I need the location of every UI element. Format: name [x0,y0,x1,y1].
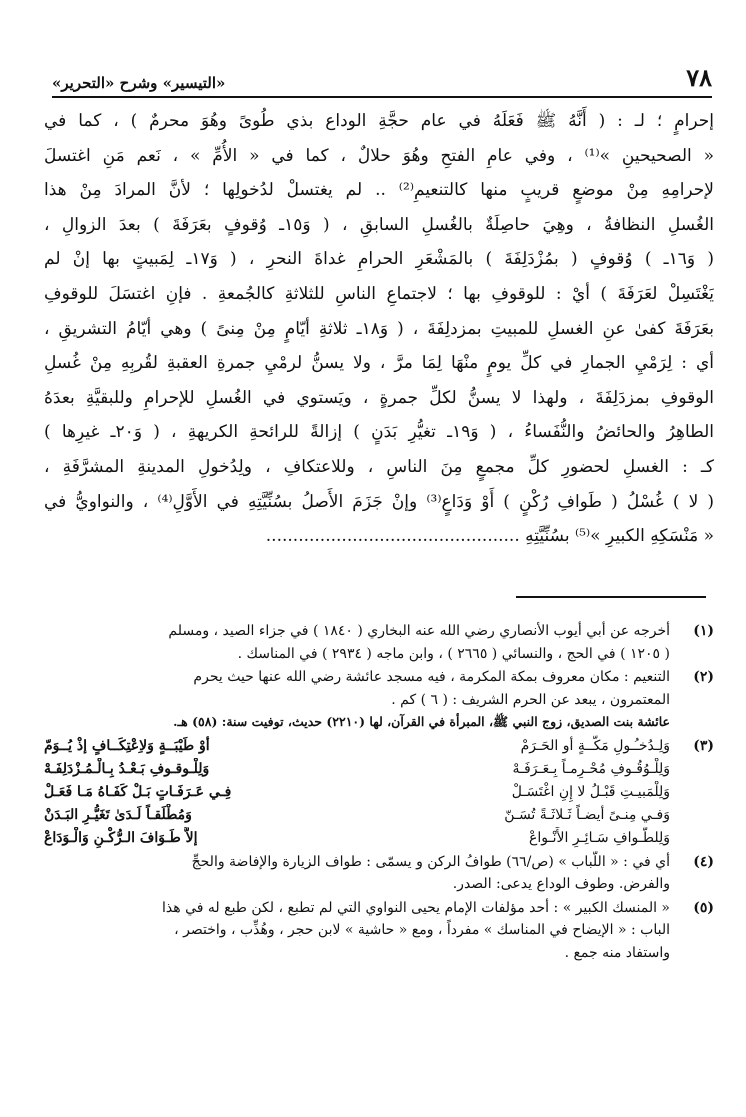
poem-hemistich: وَلِلطَّـوافِ سَـائِـرِ الأَنْـواعْ [529,829,670,846]
main-line: الوقوفِ بمزدَلِفَةَ ، ولهذا لا يسنُّ لكلِّ جمرةٍ ، ويَستوي في الغُسلِ للإحرامِ وللبقيَّةِ بعدَهُ [44,387,714,408]
main-line: لإحرامِهِ مِنْ موضعٍ قريبٍ منها كالتنعيمِ⁽²⁾ .. لم يغتسلْ لدُخولِها ؛ لأنَّ المرادَ مِنْ هذا [44,180,714,201]
footnote-line: واستفاد منه جمع . [564,944,670,961]
footnote-line: أخرجه عن أبي أيوب الأنصاري رضي الله عنه البخاري ( ١٨٤٠ ) في جزاء الصيد ، ومسلم [168,623,670,639]
poem-row [44,827,670,850]
main-text [44,104,714,554]
main-line: بعَرَفَةَ كفىٰ عنِ الغسلِ للمبيتِ بمزدلِفَةَ ، ( وَ١٨ـ ثلاثةِ أيّامٍ مِنْ مِنىً ) وهي أيّامُ التشريقِ ، [44,318,714,339]
page-header [52,58,712,98]
poem-hemistich: وَفـي مِنـىً أيضـاً ثَـلاثَـةً تُسَـنّ [504,806,670,823]
footnote-extra: عائشة بنت الصديق، زوج النبي ﷺ، المبرأة في القرآن، لها (٢٢١٠) حديث، توفيت سنة: (٥٨) هـ. [173,714,670,729]
running-title: «التيسير» وشرح «التحرير» [52,74,226,92]
poem-hemistich: إلاَّ طَـوَافَ الـرُّكْـنِ وَالْـوَدَاعْ [44,829,198,846]
poem-hemistich: أوْ طَيْبَــةٍ وَلاِعْتِكَــافٍ إذْ يُــوَمّ [44,737,210,754]
footnote-5 [44,897,714,965]
page-number: ٧٨ [686,63,712,92]
footnote-number: (٤) [693,853,714,870]
poem-hemistich: وَلِلْـوقـوفِ بَـعْـدُ بِـالْـمُـزْدَلِفَـهْ [44,760,210,777]
footnote-2 [44,666,714,734]
footnote-1 [44,620,714,665]
main-line: « مَنْسَكِهِ الكبيرِ »⁽⁵⁾ بسُنِّيَّتِهِ ............................................... [265,526,714,547]
main-line: ( وَ١٦ـ ) وُقوفٍ ( بمُزْدَلِفَةَ ) بالمَشْعَرِ الحرامِ غداةَ النحرِ ، ( وَ١٧ـ لِمَبيتٍ بها إنْ لم [44,249,714,270]
footnote-number: (٣) [693,737,714,754]
footnote-line: الباب : « الإيضاح في المناسك » مفرداً ، ومع « حاشية » لابن حجر ، وهُذِّب ، واختصر ، [174,922,670,938]
footnote-4 [44,851,714,896]
poem-row [44,781,670,804]
poem-hemistich: وَلِلْـوُقُـوفِ مُحْـرِمـاً بِـعَـرَفَـهْ [512,760,670,777]
poem-row [44,804,670,827]
footnote-number: (١) [693,623,714,639]
poem-row [44,735,670,758]
main-line: ( لا ) غُسْلُ ( طَوافِ رُكْنٍ ) أَوْ وَدَاعٍ⁽³⁾ وإنْ جَزَمَ الأَصلُ بسُنِّيَّتِهِ في الأَوَّلِ⁽⁴⁾ ، والنواويُّ في [44,491,714,512]
main-line: الطاهِرُ والحائضُ والنُّفَساءُ ، ( وَ١٩ـ تغيُّرِ بَدَنٍ ) إزالةً للرائحةِ الكريهةِ ، ( وَ٢٠ـ غيرِها ) [44,422,714,443]
main-line: الغُسلِ النظافةُ ، وهِيَ حاصِلَةٌ بالغُسلِ السابقِ ، ( وَ١٥ـ وُقوفٍ بعَرَفَةَ ) بعدَ الزوالِ ، [44,214,714,235]
footnote-line: ( ١٢٠٥ ) في الحج ، والنسائي ( ٢٦٦٥ ) ، وابن ماجه ( ٢٩٣٤ ) في المناسك . [237,645,670,662]
poem-row [44,758,670,781]
footnote-separator [516,596,706,598]
poem-hemistich: وَلِـدُخـُـولِ مَكَّــةٍ أو الحَـرَمْ [520,737,670,754]
footnote-number: (٢) [693,669,714,685]
poem-hemistich: وَمُطْلَقـاً لَـدَىٰ تَغَيُّـرِ البَـدَنْ [44,806,192,823]
poem-hemistich: فِـي عَـرَفَـاتٍ بَـلْ كَفَـاهُ مَـا فَعَـلْ [44,783,232,800]
footnote-line: أي في : « اللُّباب » (ص/٦٦) طوافُ الركن و يسمّى : طواف الزيارة والإفاضة والحجِّ [191,853,670,870]
footnote-line: والفرض. وطوف الوداع يدعى: الصدر. [452,876,670,892]
footnotes [44,620,714,965]
footnote-line: التنعيم : مكان معروف بمكة المكرمة ، فيه مسجد عائشة رضي الله عنها حيث يحرم [193,669,670,685]
footnote-3-poem [44,735,714,850]
footnote-line: المعتمرون ، يبعد عن الحرم الشريف : ( ٦ ) كم . [391,691,670,708]
main-line: يَغْتَسِلْ لعَرَفَةَ ) أيْ : للوقوفِ بها ؛ لاجتماعِ الناسِ للثلاثةِ كالجُمعةِ . فإنِ اغتسَلَ للوقوفِ [44,283,714,304]
main-line: « الصحيحينِ »⁽¹⁾ ، وفي عامِ الفتحِ وهُوَ حلالٌ ، كما في « الأُمِّ » ، نَعم مَنِ اغتسلَ [44,145,714,166]
poem [44,735,670,850]
main-line: أي : لِرَمْيِ الجمارِ في كلِّ يومٍ منْهَا لِمَا مرَّ ، ولا يسنُّ لرمْيِ جمرةِ العقبةِ لقُربِهِ مِنْ غُسلِ [44,353,714,374]
footnote-number: (٥) [693,899,714,916]
footnote-line: « المنسك الكبير » : أحد مؤلفات الإمام يحيى النواوي التي لم تطبع ، لكن طبع له في هذا [162,899,670,916]
main-line: كـ : الغسلِ لحضورِ كلِّ مجمعٍ مِنَ الناسِ ، وللاعتكافِ ، ولِدُخولِ المدينةِ المشرَّفَةِ ، [44,456,714,477]
main-line: إحرامٍ ؛ لـ : ( أَنَّهُ ﷺ فَعَلَهُ في عام حجَّةِ الوداع بذي طُوىً وهُوَ محرمٌ ) ، كما في [44,111,714,131]
poem-hemistich: وَلِلْمَبيـتِ قَبْـلُ لا إِنِ اغْتَسَـلْ [511,783,670,800]
